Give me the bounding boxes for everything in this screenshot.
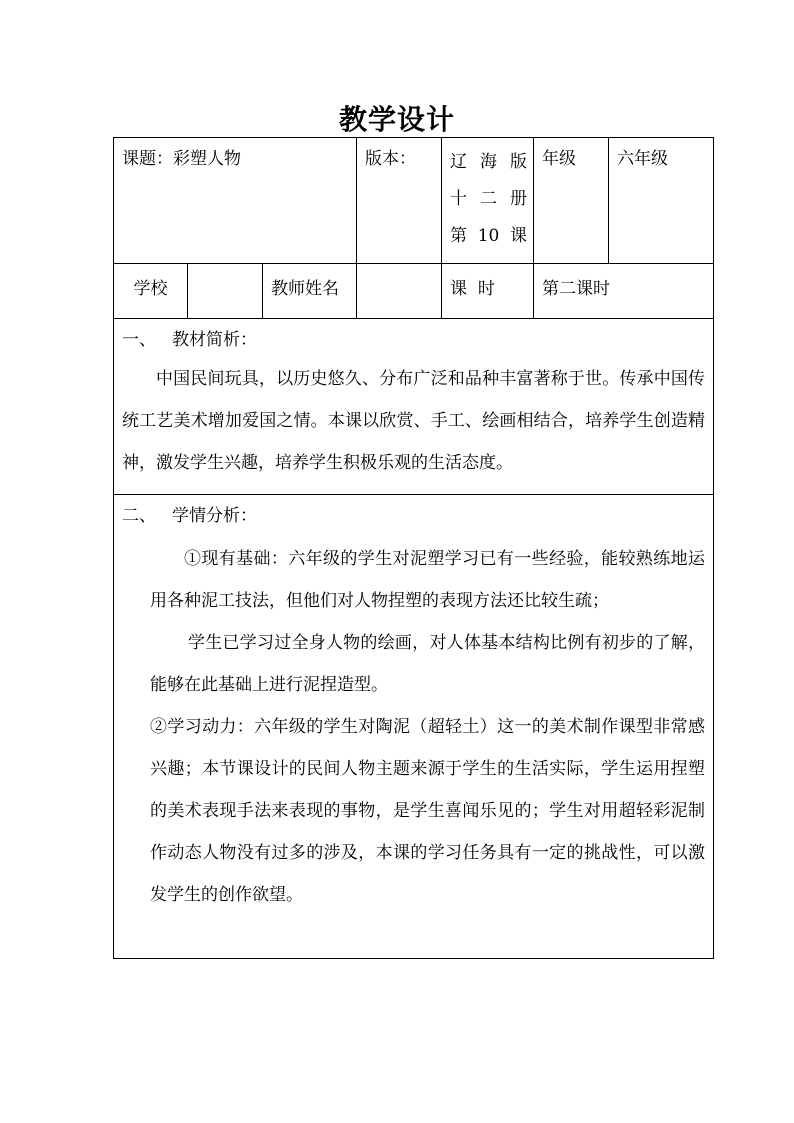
teacher-label-cell: [263, 264, 357, 319]
school-label: 学校: [133, 279, 168, 299]
header-row-2: [114, 264, 714, 319]
school-value-cell: [188, 264, 263, 319]
teacher-value-cell: [357, 264, 442, 319]
section-1: [114, 328, 713, 494]
lesson-plan-table: [113, 137, 714, 959]
page-title: 教学设计: [338, 103, 455, 136]
section-1-row: [114, 319, 714, 495]
period-label-cell: [442, 264, 534, 319]
section-1-number: 一、: [122, 330, 156, 350]
teacher-value: [357, 264, 441, 278]
grade-label-cell: [534, 138, 609, 264]
section-2-cell: [114, 495, 714, 959]
topic-cell: [114, 138, 357, 264]
section-1-heading: [122, 328, 705, 352]
edition-line: 辽 海 版: [450, 152, 528, 172]
section-2-heading: [122, 504, 705, 528]
grade-value: 六年级: [617, 149, 669, 169]
edition-line: 十 二 册: [450, 189, 528, 209]
section-1-title: 教材简析：: [172, 330, 257, 350]
school-value: [188, 264, 262, 278]
section-2-paragraph-2: 学生已学习过全身人物的绘画，对人体基本结构比例有初步的了解，能够在此基础上进行泥捏造型。: [150, 633, 706, 695]
school-label-cell: [114, 264, 188, 319]
period-label: 课 时: [450, 279, 495, 299]
section-2-title: 学情分析：: [172, 506, 257, 526]
grade-value-cell: [609, 138, 714, 264]
section-2-number: 二、: [122, 506, 156, 526]
section-2-paragraph-3: ②学习动力：六年级的学生对陶泥（超轻土）这一的美术制作课型非常感兴趣；本节课设计的民间人物主题来源于学生的生活实际，学生运用捏塑的美术表现手法来表现的事物，是学生喜闻乐见的；学生对用超轻彩泥制作动态人物没有过多的涉及，本课的学习任务具有一定的挑战性，可以激发学生的创作欲望。: [150, 717, 706, 905]
header-row-1: [114, 138, 714, 264]
edition-value: [442, 138, 533, 255]
section-1-body: 中国民间玩具，以历史悠久、分布广泛和品种丰富著称于世。传承中国传统工艺美术增加爱国之情。本课以欣赏、手工、绘画相结合，培养学生创造精神，激发学生兴趣，培养学生积极乐观的生活态度。: [122, 369, 706, 473]
edition-label-cell: [357, 138, 442, 264]
section-1-cell: [114, 319, 714, 495]
period-value-cell: [534, 264, 714, 319]
period-value: 第二课时: [542, 279, 611, 299]
edition-line: 第10课: [450, 226, 528, 246]
edition-value-cell: [442, 138, 534, 264]
section-2: [114, 504, 713, 958]
section-2-paragraph-1: ①现有基础：六年级的学生对泥塑学习已有一些经验，能较熟练地运用各种泥工技法，但他们对人物捏塑的表现方法还比较生疏；: [150, 549, 706, 611]
grade-label: 年级: [542, 149, 577, 169]
section-2-row: [114, 495, 714, 959]
topic-label: 课题：彩塑人物: [122, 149, 241, 169]
edition-label: 版本：: [365, 149, 417, 169]
teacher-label: 教师姓名: [271, 279, 339, 299]
